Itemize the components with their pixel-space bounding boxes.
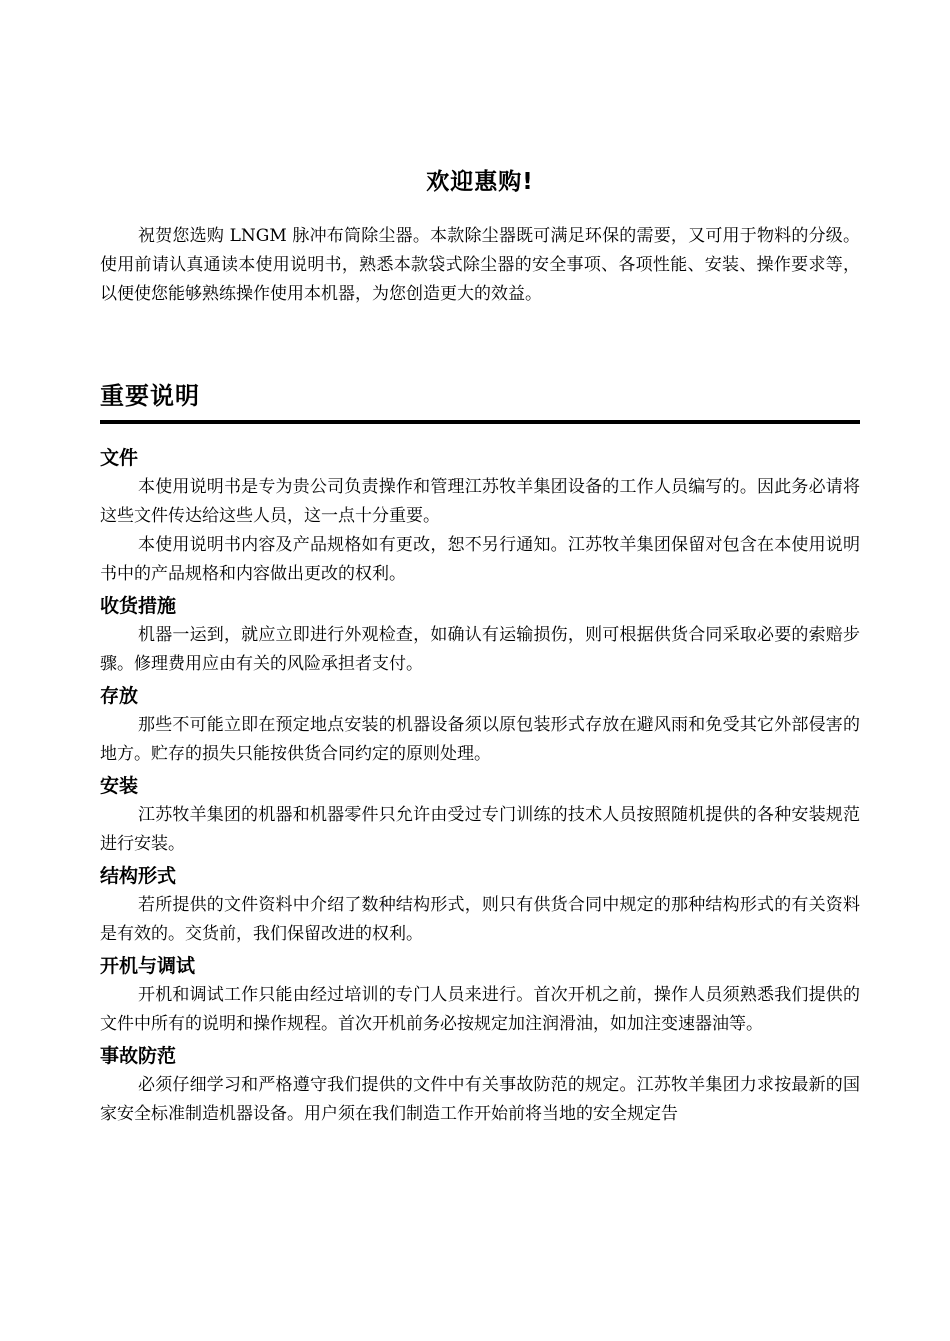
section-paragraph: 本使用说明书内容及产品规格如有更改，恕不另行通知。江苏牧羊集团保留对包含在本使用说明书中的产品规格和内容做出更改的权利。 xyxy=(100,535,860,584)
section-title: 事故防范 xyxy=(100,1045,177,1067)
section-title: 收货措施 xyxy=(100,595,177,617)
section-title: 开机与调试 xyxy=(100,955,196,977)
section-storage xyxy=(100,682,860,769)
section-title: 结构形式 xyxy=(100,865,177,887)
important-notes-title: 重要说明 xyxy=(100,382,200,410)
section-paragraph: 那些不可能立即在预定地点安装的机器设备须以原包装形式存放在避风雨和免受其它外部侵害的地方。贮存的损失只能按供货合同约定的原则处理。 xyxy=(100,715,860,764)
section-divider xyxy=(100,420,860,424)
section-startup xyxy=(100,952,860,1039)
section-title: 安装 xyxy=(100,775,139,797)
section-paragraph: 若所提供的文件资料中介绍了数种结构形式，则只有供货合同中规定的那种结构形式的有关资料是有效的。交货前，我们保留改进的权利。 xyxy=(100,895,860,944)
section-title: 文件 xyxy=(100,447,139,469)
section-accident-prevention xyxy=(100,1042,860,1129)
section-paragraph: 必须仔细学习和严格遵守我们提供的文件中有关事故防范的规定。江苏牧羊集团力求按最新的国家安全标准制造机器设备。用户须在我们制造工作开始前将当地的安全规定告 xyxy=(100,1075,860,1124)
section-receiving xyxy=(100,592,860,679)
section-installation xyxy=(100,772,860,859)
section-paragraph: 本使用说明书是专为贵公司负责操作和管理江苏牧羊集团设备的工作人员编写的。因此务必请将这些文件传达给这些人员，这一点十分重要。 xyxy=(100,477,860,526)
intro-paragraph: 祝贺您选购 LNGM 脉冲布筒除尘器。本款除尘器既可满足环保的需要，又可用于物料的分级。使用前请认真通读本使用说明书，熟悉本款袋式除尘器的安全事项、各项性能、安装、操作要求等，以便使您能够熟练操作使用本机器，为您创造更大的效益。 xyxy=(100,226,860,304)
welcome-title: 欢迎惠购! xyxy=(426,169,534,195)
section-paragraph: 开机和调试工作只能由经过培训的专门人员来进行。首次开机之前，操作人员须熟悉我们提供的文件中所有的说明和操作规程。首次开机前务必按规定加注润滑油，如加注变速器油等。 xyxy=(100,985,860,1034)
section-structure xyxy=(100,862,860,949)
section-documents xyxy=(100,444,860,589)
section-paragraph: 江苏牧羊集团的机器和机器零件只允许由受过专门训练的技术人员按照随机提供的各种安装规范进行安装。 xyxy=(100,805,860,854)
section-paragraph: 机器一运到，就应立即进行外观检查，如确认有运输损伤，则可根据供货合同采取必要的索赔步骤。修理费用应由有关的风险承担者支付。 xyxy=(100,625,860,674)
important-notes-content xyxy=(100,444,860,1132)
section-title: 存放 xyxy=(100,685,139,707)
